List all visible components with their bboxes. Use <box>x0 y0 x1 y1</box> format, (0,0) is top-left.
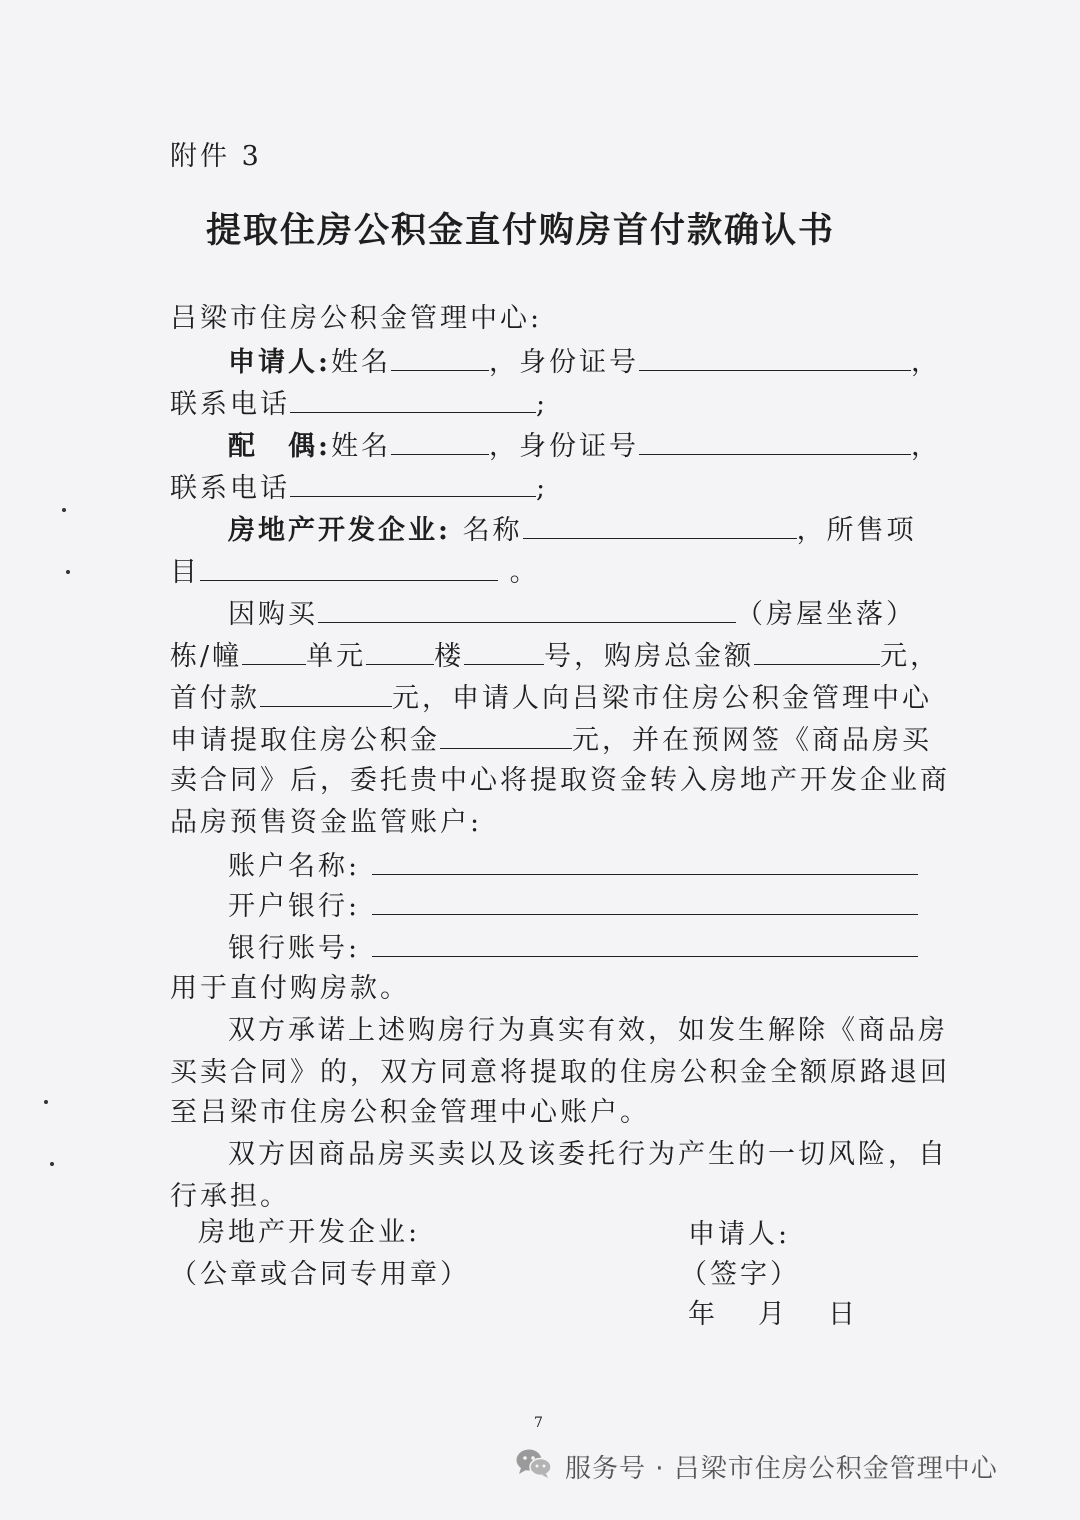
purchase-line-2: 栋/幢 单元 楼 号，购房总金额 元， <box>170 638 940 674</box>
account-purpose: 用于直付购房款。 <box>170 973 410 1004</box>
applicant-id-blank <box>639 344 911 371</box>
scan-mark <box>62 508 66 512</box>
project-blank <box>200 554 498 581</box>
document-title: 提取住房公积金直付购房首付款确认书 <box>206 210 836 251</box>
applicant-name-blank <box>391 344 489 371</box>
spouse-id-blank <box>639 428 911 455</box>
spouse-phone-line: 联系电话 ; <box>170 470 548 506</box>
spouse-phone-blank <box>290 470 536 497</box>
page-number: 7 <box>534 1415 543 1431</box>
applicant-phone-line: 联系电话 ; <box>170 386 548 422</box>
developer-signature-label: 房地产开发企业: <box>198 1217 421 1248</box>
account-bank-blank <box>372 888 918 915</box>
promise-line-2: 买卖合同》的，双方同意将提取的住房公积金全额原路退回 <box>170 1057 950 1088</box>
purchase-line-4: 申请提取住房公积金 元，并在预网签《商品房买 <box>170 722 932 758</box>
purchase-line-6: 品房预售资金监管账户: <box>170 807 483 838</box>
developer-seal-note: （公章或合同专用章） <box>170 1259 470 1290</box>
building-blank <box>242 638 306 665</box>
addressee: 吕梁市住房公积金管理中心: <box>170 303 543 334</box>
spouse-line: 配 偶:姓名 ，身份证号 ， <box>228 428 941 464</box>
unit-blank <box>366 638 434 665</box>
applicant-label: 申请人: <box>228 347 331 378</box>
location-blank <box>318 596 736 623</box>
footer-text: 服务号 · 吕梁市住房公积金管理中心 <box>565 1453 998 1484</box>
account-number-line: 银行账号: <box>228 930 918 966</box>
risk-line-2: 行承担。 <box>170 1181 290 1212</box>
account-name-blank <box>372 848 918 875</box>
floor-blank <box>464 638 544 665</box>
scan-mark <box>66 570 70 574</box>
developer-project-line: 目 。 <box>170 554 540 590</box>
purchase-line-3: 首付款 元，申请人向吕梁市住房公积金管理中心 <box>170 680 932 716</box>
applicant-signature-label: 申请人: <box>688 1219 791 1250</box>
risk-line-1: 双方因商品房买卖以及该委托行为产生的一切风险，自 <box>228 1139 948 1170</box>
footer-watermark <box>515 1446 998 1486</box>
wechat-icon <box>515 1447 553 1486</box>
applicant-line: 申请人:姓名 ，身份证号 ， <box>228 344 941 380</box>
scan-mark <box>44 1100 48 1104</box>
purchase-line-1: 因购买 （房屋坐落） <box>228 596 916 632</box>
withdraw-amount-blank <box>440 722 572 749</box>
promise-line-1: 双方承诺上述购房行为真实有效，如发生解除《商品房 <box>228 1015 948 1046</box>
account-bank-line: 开户银行: <box>228 888 918 924</box>
total-amount-blank <box>754 638 880 665</box>
account-name-line: 账户名称: <box>228 848 918 884</box>
account-number-blank <box>372 930 918 957</box>
developer-line: 房地产开发企业: 名称 ，所售项 <box>228 512 917 548</box>
date-line <box>688 1298 858 1332</box>
scan-mark <box>50 1162 54 1166</box>
applicant-phone-blank <box>290 386 536 413</box>
developer-name-blank <box>523 512 797 539</box>
down-payment-blank <box>260 680 392 707</box>
date-day: 日 <box>828 1299 858 1330</box>
attachment-label: 附件 3 <box>170 141 262 172</box>
spouse-name-blank <box>391 428 489 455</box>
applicant-sign-note: （签字） <box>680 1259 800 1290</box>
promise-line-3: 至吕梁市住房公积金管理中心账户。 <box>170 1097 650 1128</box>
purchase-line-5: 卖合同》后，委托贵中心将提取资金转入房地产开发企业商 <box>170 765 950 796</box>
spouse-label: 配 偶: <box>228 431 331 462</box>
date-year: 年 <box>688 1299 718 1330</box>
developer-label: 房地产开发企业: <box>228 515 451 546</box>
date-month: 月 <box>758 1299 788 1330</box>
